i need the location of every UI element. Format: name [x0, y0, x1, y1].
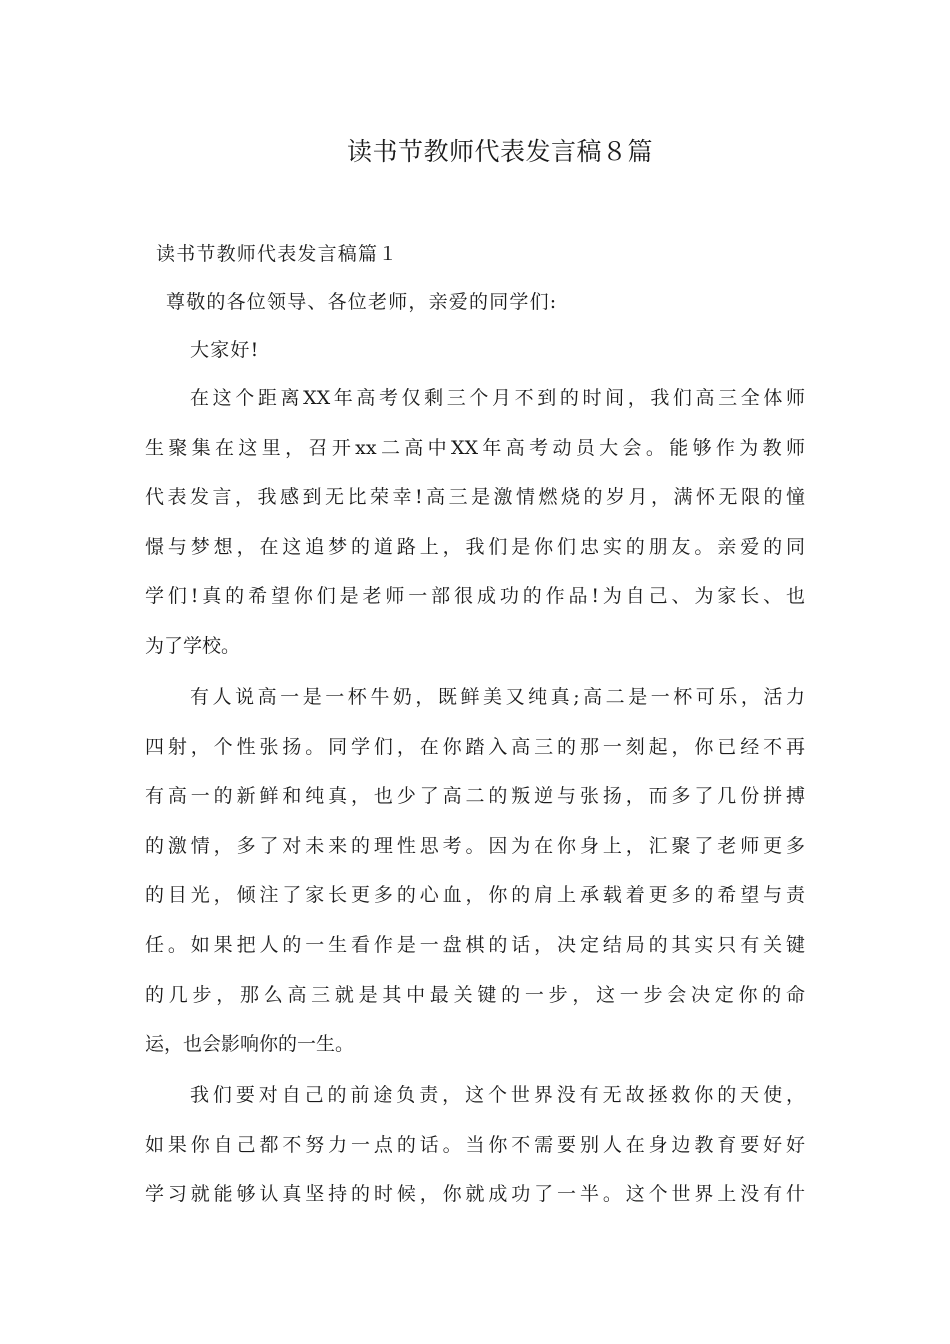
- document-title: 读书节教师代表发言稿８篇: [346, 137, 653, 166]
- paragraph-2: [145, 673, 805, 1070]
- paragraph-1: [145, 374, 805, 672]
- paragraph-line: 憬与梦想，在这追梦的道路上，我们是你们忠实的朋友。亲爱的同: [145, 535, 805, 558]
- paragraph-line: 运，也会影响你的一生。: [145, 1033, 355, 1056]
- paragraph-3: [145, 1071, 805, 1220]
- greeting: 大家好!: [190, 339, 260, 361]
- paragraph-line: 学习就能够认真坚持的时候，你就成功了一半。这个世界上没有什: [145, 1183, 805, 1206]
- paragraph-line: 学们!真的希望你们是老师一部很成功的作品!为自己、为家长、也: [145, 585, 805, 608]
- paragraph-line: 如果你自己都不努力一点的话。当你不需要别人在身边教育要好好: [145, 1133, 805, 1156]
- paragraph-line: 在这个距离XX年高考仅剩三个月不到的时间，我们高三全体师: [190, 387, 805, 409]
- section-heading: 读书节教师代表发言稿篇１: [156, 243, 399, 265]
- paragraph-line: 代表发言，我感到无比荣幸!高三是激情燃烧的岁月，满怀无限的憧: [145, 486, 805, 509]
- paragraph-line: 的激情，多了对未来的理性思考。因为在你身上，汇聚了老师更多: [145, 834, 805, 857]
- paragraph-line: 生聚集在这里，召开xx二高中XX年高考动员大会。能够作为教师: [145, 436, 805, 459]
- paragraph-line: 为了学校。: [145, 634, 241, 657]
- salutation: 尊敬的各位领导、各位老师，亲爱的同学们:: [166, 291, 558, 313]
- paragraph-line: 有人说高一是一杯牛奶，既鲜美又纯真;高二是一杯可乐，活力: [190, 686, 805, 708]
- paragraph-line: 四射，个性张扬。同学们，在你踏入高三的那一刻起，你已经不再: [145, 735, 805, 758]
- paragraph-line: 我们要对自己的前途负责，这个世界没有无故拯救你的天使，: [190, 1084, 805, 1106]
- paragraph-line: 任。如果把人的一生看作是一盘棋的话，决定结局的其实只有关键: [145, 933, 805, 956]
- paragraph-line: 的目光，倾注了家长更多的心血，你的肩上承载着更多的希望与责: [145, 884, 805, 907]
- paragraph-line: 有高一的新鲜和纯真，也少了高二的叛逆与张扬，而多了几份拼搏: [145, 785, 805, 808]
- paragraph-line: 的几步，那么高三就是其中最关键的一步，这一步会决定你的命: [145, 983, 805, 1006]
